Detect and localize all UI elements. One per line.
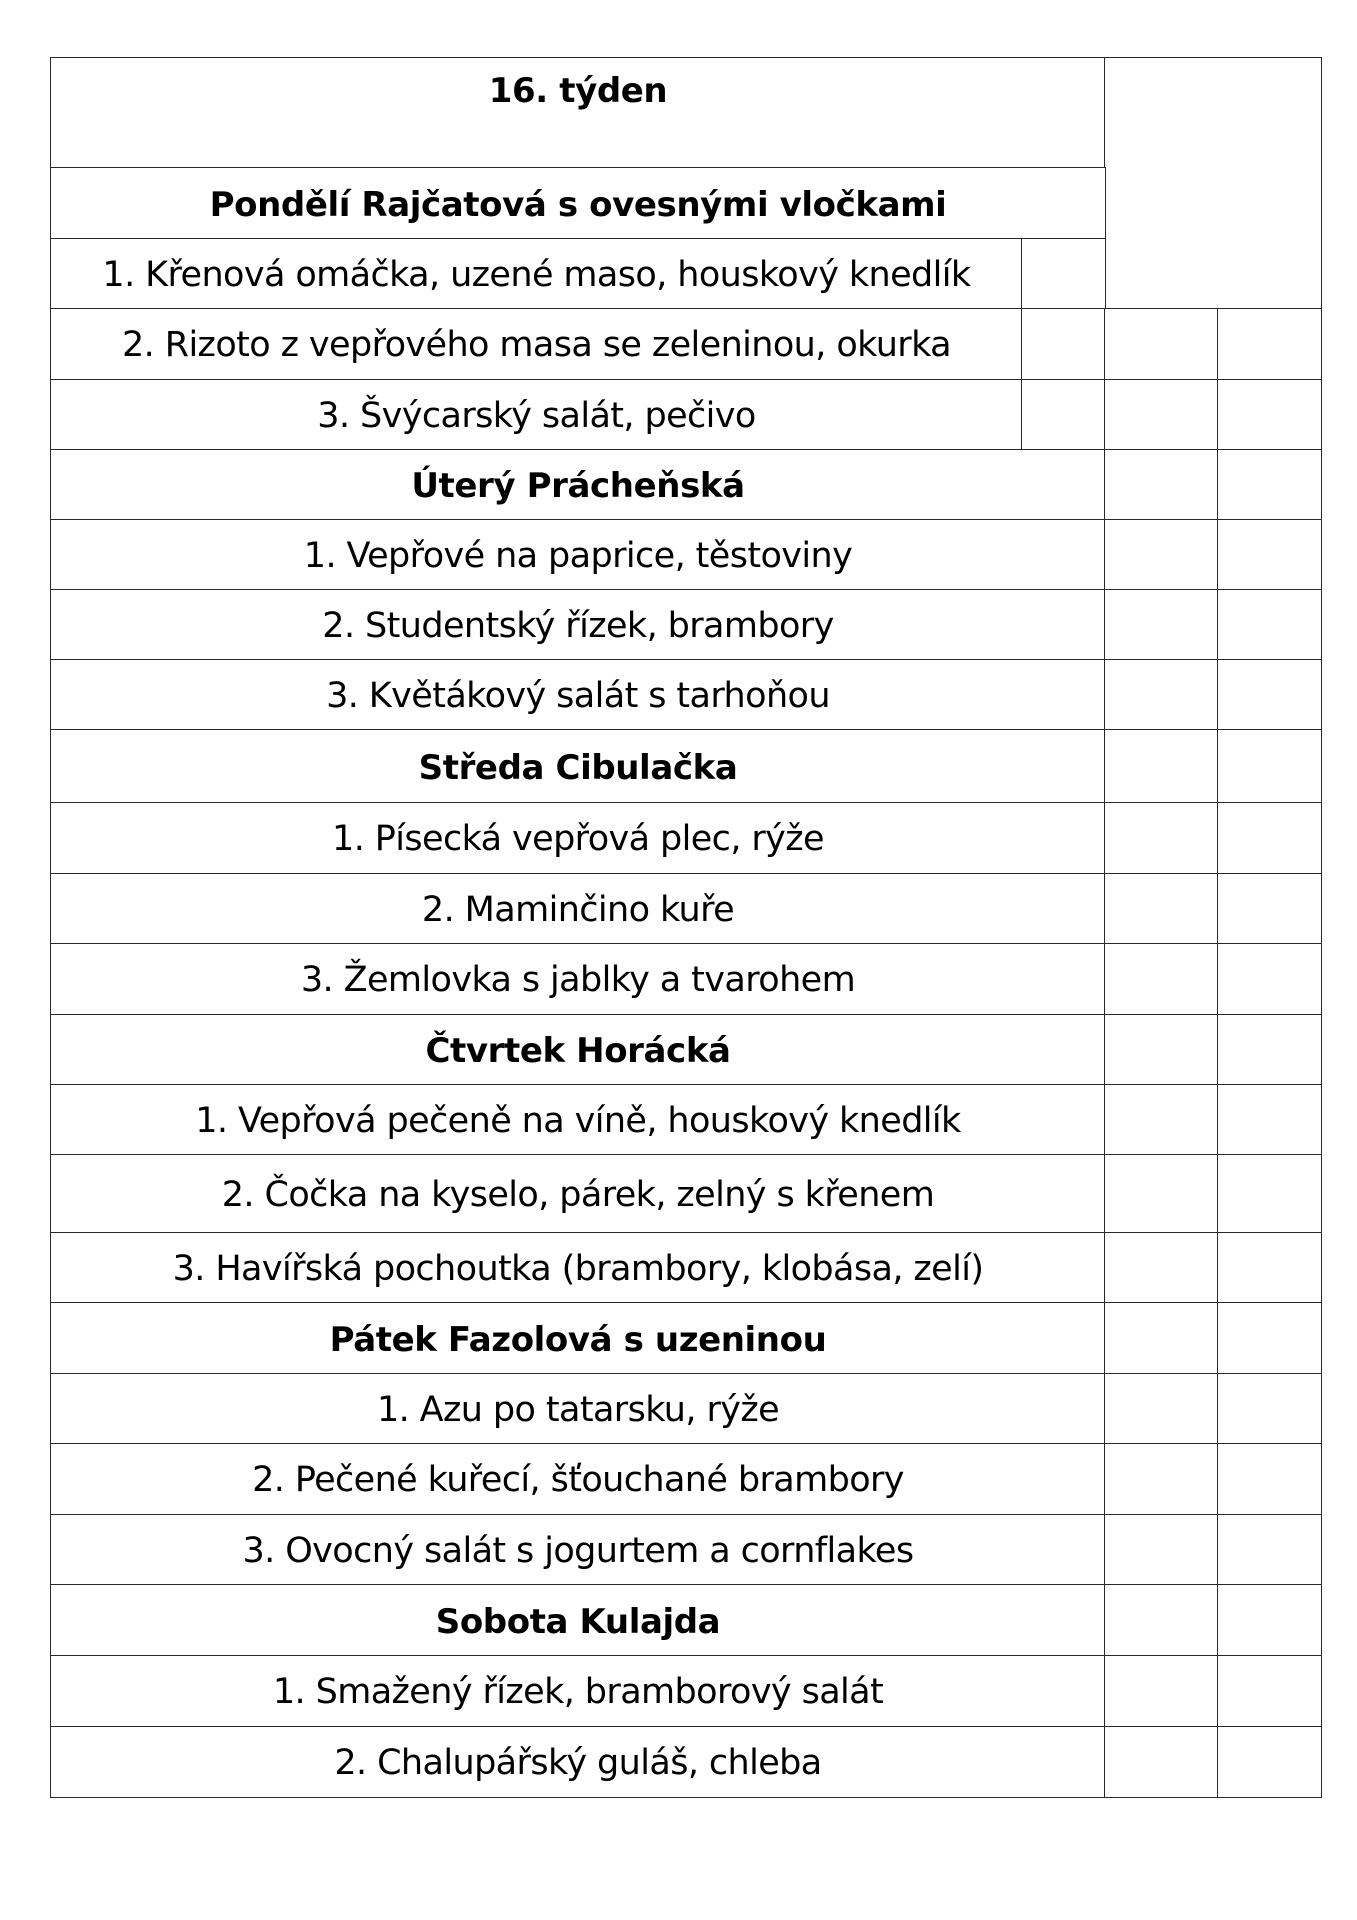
blank-cell[interactable] xyxy=(1217,519,1321,590)
blank-cell[interactable] xyxy=(1217,1726,1321,1797)
day-heading-cell xyxy=(50,729,1105,803)
meal-cell xyxy=(50,1443,1105,1515)
blank-cell[interactable] xyxy=(1104,873,1218,944)
blank-header-cell[interactable] xyxy=(1104,57,1321,309)
meal-text: 3. Ovocný salát s jogurtem a cornflakes xyxy=(242,1530,914,1571)
blank-cell[interactable] xyxy=(1104,1373,1218,1444)
blank-cell[interactable] xyxy=(1217,802,1321,874)
blank-cell[interactable] xyxy=(1104,1443,1218,1515)
meal-cell xyxy=(50,943,1105,1015)
blank-cell[interactable] xyxy=(1104,379,1218,450)
blank-cell[interactable] xyxy=(1021,379,1105,450)
blank-cell[interactable] xyxy=(1021,308,1105,380)
meal-text: 2. Studentský řízek, brambory xyxy=(322,605,834,646)
blank-cell[interactable] xyxy=(1104,1655,1218,1727)
blank-cell[interactable] xyxy=(1104,308,1218,380)
blank-cell[interactable] xyxy=(1217,308,1321,380)
meal-cell xyxy=(50,1154,1105,1233)
meal-text: 1. Křenová omáčka, uzené maso, houskový knedlík xyxy=(102,254,971,295)
meal-text: 1. Vepřová pečeně na víně, houskový knedlík xyxy=(195,1100,961,1141)
meal-text: 3. Havířská pochoutka (brambory, klobása, zelí) xyxy=(172,1248,984,1289)
blank-cell[interactable] xyxy=(1104,1302,1218,1374)
day-heading: Sobota Kulajda xyxy=(435,1601,721,1642)
day-heading: Pondělí Rajčatová s ovesnými vločkami xyxy=(209,184,947,225)
meal-cell xyxy=(50,519,1105,590)
day-heading-cell xyxy=(50,449,1105,520)
meal-text: 2. Chalupářský guláš, chleba xyxy=(334,1742,822,1783)
meal-text: 3. Švýcarský salát, pečivo xyxy=(317,395,756,436)
meal-cell xyxy=(50,589,1105,660)
blank-cell[interactable] xyxy=(1104,1084,1218,1155)
meal-text: 1. Vepřové na paprice, těstoviny xyxy=(303,535,853,576)
meal-cell xyxy=(50,802,1105,874)
blank-cell[interactable] xyxy=(1217,1373,1321,1444)
blank-cell[interactable] xyxy=(1104,449,1218,520)
day-heading: Čtvrtek Horácká xyxy=(425,1031,731,1071)
meal-text: 1. Písecká vepřová plec, rýže xyxy=(332,819,824,859)
blank-cell[interactable] xyxy=(1217,729,1321,803)
blank-cell[interactable] xyxy=(1217,1232,1321,1303)
blank-cell[interactable] xyxy=(1104,659,1218,730)
meal-text: 3. Květákový salát s tarhoňou xyxy=(326,675,830,716)
blank-cell[interactable] xyxy=(1217,1302,1321,1374)
meal-text: 2. Rizoto z vepřového masa se zeleninou, okurka xyxy=(122,325,951,365)
blank-cell[interactable] xyxy=(1104,1014,1218,1085)
meal-cell xyxy=(50,1655,1105,1727)
meal-cell xyxy=(50,379,1022,450)
blank-cell[interactable] xyxy=(1217,1584,1321,1656)
day-heading: Pátek Fazolová s uzeninou xyxy=(329,1319,827,1360)
week-title-cell xyxy=(50,57,1105,168)
meal-cell xyxy=(50,659,1105,730)
blank-cell[interactable] xyxy=(1217,873,1321,944)
blank-cell[interactable] xyxy=(1217,943,1321,1015)
blank-cell[interactable] xyxy=(1104,1514,1218,1585)
meal-cell xyxy=(50,1726,1105,1797)
blank-cell[interactable] xyxy=(1104,1726,1218,1797)
day-heading: Středa Cibulačka xyxy=(418,747,738,788)
blank-cell[interactable] xyxy=(1217,1014,1321,1085)
blank-cell[interactable] xyxy=(1217,1154,1321,1233)
blank-cell[interactable] xyxy=(1217,1655,1321,1727)
meal-text: 2. Maminčino kuře xyxy=(421,889,735,930)
blank-cell[interactable] xyxy=(1021,238,1105,309)
meal-text: 1. Azu po tatarsku, rýže xyxy=(376,1389,780,1430)
blank-cell[interactable] xyxy=(1104,519,1218,590)
blank-cell[interactable] xyxy=(1104,1232,1218,1303)
meal-cell xyxy=(50,238,1022,309)
blank-cell[interactable] xyxy=(1104,729,1218,803)
blank-cell[interactable] xyxy=(1217,449,1321,520)
blank-cell[interactable] xyxy=(1217,1443,1321,1515)
day-heading-cell xyxy=(50,1014,1105,1085)
meal-cell xyxy=(50,1084,1105,1155)
blank-cell[interactable] xyxy=(1104,589,1218,660)
blank-cell[interactable] xyxy=(1104,1154,1218,1233)
blank-cell[interactable] xyxy=(1217,589,1321,660)
meal-text: 2. Čočka na kyselo, párek, zelný s křenem xyxy=(221,1174,935,1215)
meal-cell xyxy=(50,1373,1105,1444)
meal-cell xyxy=(50,308,1022,380)
meal-text: 3. Žemlovka s jablky a tvarohem xyxy=(300,960,856,1000)
blank-cell[interactable] xyxy=(1217,379,1321,450)
blank-cell[interactable] xyxy=(1217,1514,1321,1585)
blank-cell[interactable] xyxy=(1217,659,1321,730)
blank-cell[interactable] xyxy=(1217,1084,1321,1155)
day-heading: Úterý Prácheňská xyxy=(411,466,745,506)
week-title: 16. týden xyxy=(488,71,668,112)
day-heading-cell xyxy=(50,167,1105,239)
blank-cell[interactable] xyxy=(1104,1584,1218,1656)
blank-cell[interactable] xyxy=(1104,802,1218,874)
meal-cell xyxy=(50,1232,1105,1303)
day-heading-cell xyxy=(50,1584,1105,1656)
meal-cell xyxy=(50,873,1105,944)
meal-text: 2. Pečené kuřecí, šťouchané brambory xyxy=(252,1460,904,1500)
blank-cell[interactable] xyxy=(1104,943,1218,1015)
meal-cell xyxy=(50,1514,1105,1585)
meal-text: 1. Smažený řízek, bramborový salát xyxy=(272,1672,884,1712)
day-heading-cell xyxy=(50,1302,1105,1374)
